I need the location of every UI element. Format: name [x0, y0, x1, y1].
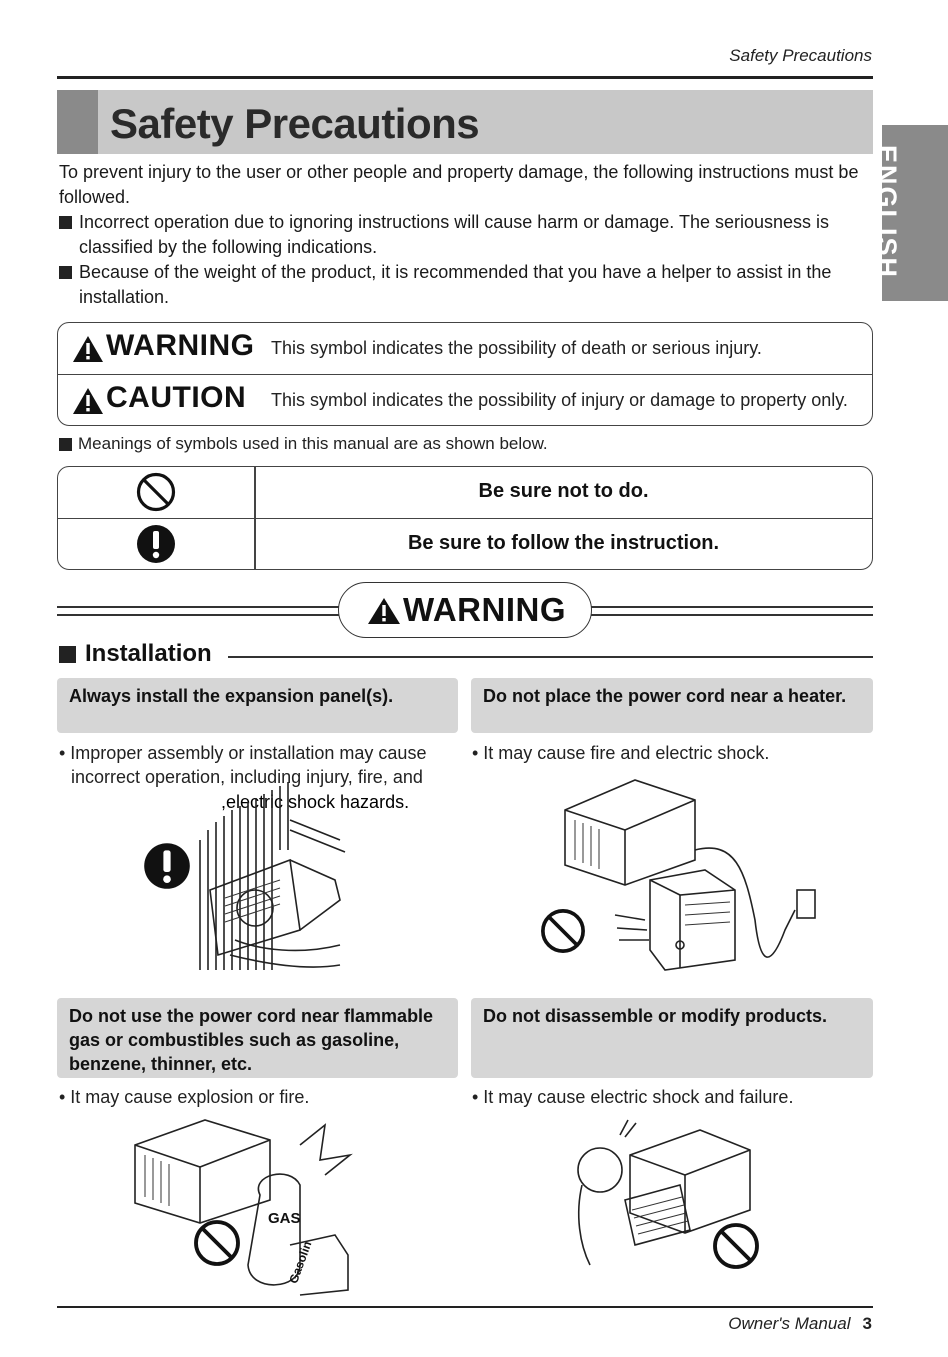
- running-header: Safety Precautions: [729, 46, 872, 65]
- language-tab-label: ENGLISH: [872, 144, 902, 279]
- signal-word: WARNING: [106, 329, 255, 362]
- signal-word: CAUTION: [106, 381, 247, 414]
- section-heading: Installation: [59, 640, 212, 668]
- gasoline-can-label: Gasolin: [286, 1239, 315, 1286]
- square-bullet-icon: [59, 646, 76, 663]
- gas-can-label: GAS: [268, 1210, 301, 1227]
- symbol-table: [57, 466, 873, 570]
- page-title: Safety Precautions: [110, 100, 480, 147]
- title-accent-block: [57, 90, 98, 154]
- item-heading: Do not place the power cord near a heater.: [471, 678, 873, 733]
- intro-bullet: Because of the weight of the product, it is recommended that you have a helper to assist in the installation.: [59, 260, 874, 310]
- banner-rule-right: [589, 606, 873, 616]
- square-bullet-icon: [59, 216, 72, 229]
- page-number: 3: [862, 1314, 872, 1333]
- intro-paragraph: To prevent injury to the user or other people and property damage, the following instructions must be followed.: [59, 162, 859, 207]
- warning-banner-label: WARNING: [403, 591, 566, 628]
- prohibition-icon: [540, 908, 586, 954]
- footer-rule: [57, 1306, 873, 1308]
- prohibition-icon: [136, 472, 176, 512]
- intro-text: [59, 160, 874, 310]
- caution-triangle-icon: [72, 387, 104, 415]
- item-body: • It may cause explosion or fire.: [59, 1087, 310, 1107]
- signal-row-warning: [58, 323, 872, 373]
- item-body: • It may cause fire and electric shock.: [472, 743, 770, 763]
- item-heading: Do not disassemble or modify products.: [471, 998, 873, 1078]
- warning-triangle-icon: [72, 335, 104, 363]
- prohibition-icon: [712, 1222, 760, 1270]
- symbol-meaning: Be sure to follow the instruction.: [407, 532, 720, 554]
- section-rule: [228, 656, 873, 658]
- item-body: • It may cause electric shock and failure.: [472, 1087, 794, 1107]
- mandatory-icon: [143, 842, 191, 890]
- symbol-row: [58, 518, 872, 570]
- signal-row-caution: [58, 374, 872, 425]
- header-rule: [57, 76, 873, 79]
- signal-word-table: [57, 322, 873, 426]
- warning-triangle-icon: [367, 597, 401, 625]
- item-heading: Do not use the power cord near flammable gas or combustibles such as gasoline, benzene, thinner, etc.: [57, 998, 458, 1078]
- item-body: • Improper assembly or installation may cause incorrect operation, including injury, fire, and: [59, 743, 427, 787]
- symbol-row: [58, 467, 872, 518]
- mandatory-icon: [136, 524, 176, 564]
- item-heading: Always install the expansion panel(s).: [57, 678, 458, 733]
- intro-bullet: Incorrect operation due to ignoring instructions will cause harm or damage. The seriousness is classified by the following indications.: [59, 210, 874, 260]
- symbols-note: Meanings of symbols used in this manual are as shown below.: [59, 434, 548, 454]
- item-body-continued: ,electric shock hazards.: [221, 792, 410, 812]
- signal-description: This symbol indicates the possibility of death or serious injury.: [271, 338, 762, 358]
- square-bullet-icon: [59, 438, 72, 451]
- warning-banner: [338, 582, 592, 638]
- square-bullet-icon: [59, 266, 72, 279]
- heater-illustration: [555, 770, 825, 980]
- symbol-meaning: Be sure not to do.: [478, 480, 649, 502]
- prohibition-icon: [193, 1219, 241, 1267]
- banner-rule-left: [57, 606, 339, 616]
- page-footer: [728, 1314, 872, 1334]
- signal-description: This symbol indicates the possibility of injury or damage to property only.: [271, 390, 848, 410]
- gas-hazard-illustration: [130, 1115, 360, 1300]
- footer-label: Owner's Manual: [728, 1314, 851, 1333]
